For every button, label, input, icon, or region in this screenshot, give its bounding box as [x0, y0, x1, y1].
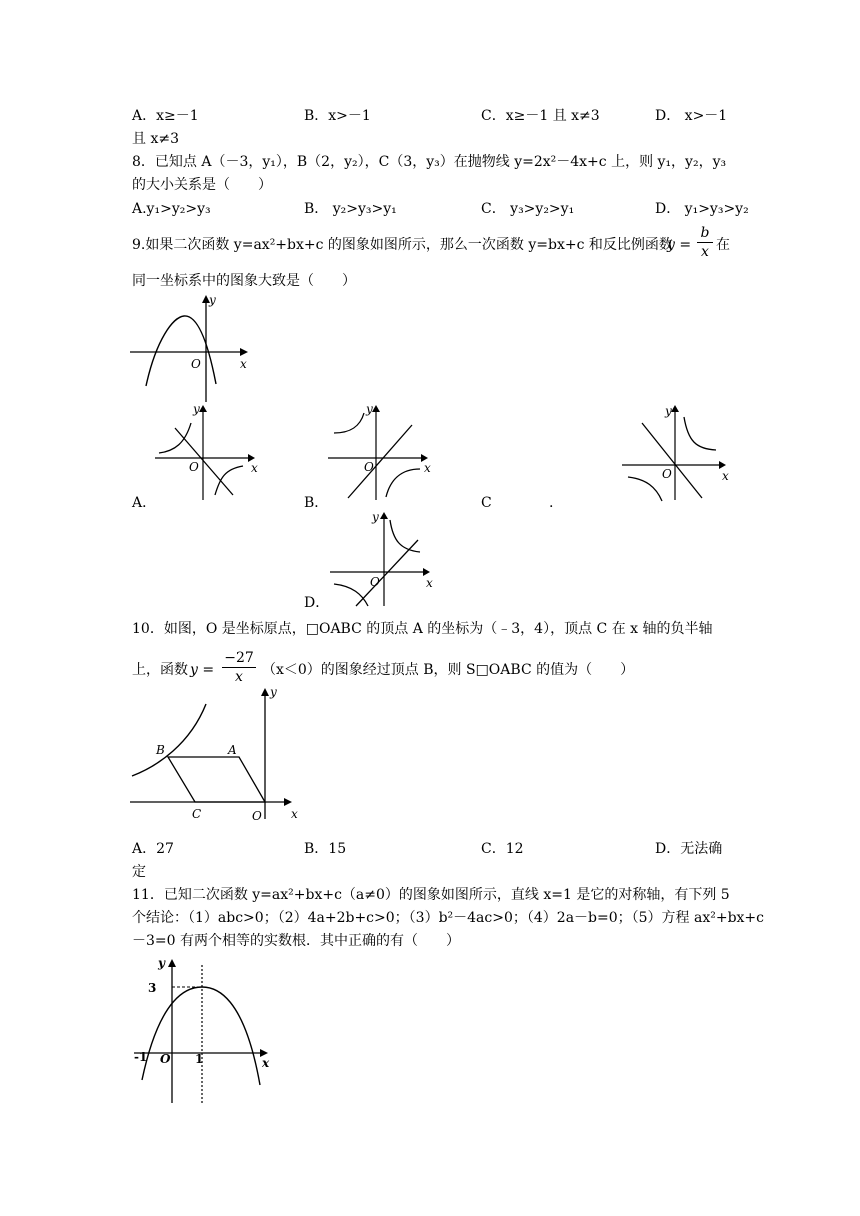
q9-fraction [697, 224, 713, 261]
q10-xlabel: x [291, 807, 298, 821]
q9-b-xlabel: x [424, 461, 431, 475]
q8-option-c[interactable]: C． y₃>y₂>y₁ [481, 201, 575, 217]
q11-label-three: 3 [148, 981, 157, 995]
q9-stem-line1: 9.如果二次函数 y=ax²+bx+c 的图象如图所示，那么一次函数 y=bx+c 和反比例函数 [132, 237, 673, 253]
q7-option-b[interactable]: B．x>－1 [304, 108, 371, 124]
q9-d-ylabel: y [372, 510, 379, 524]
q10-option-a[interactable]: A．27 [132, 841, 174, 857]
q9-c-xlabel: x [722, 469, 729, 483]
q8-option-d[interactable]: D． y₁>y₃>y₂ [655, 201, 749, 217]
q10-stem-line2-pre: 上，函数 [132, 662, 188, 678]
q10-ylabel: y [270, 685, 277, 699]
q10-fraction [222, 649, 256, 686]
q9-d-origin: O [370, 575, 380, 589]
q10-frac-den: x [235, 669, 243, 685]
q10-option-c[interactable]: C．12 [481, 841, 524, 857]
q9-option-b-graph[interactable] [328, 403, 438, 503]
q9-a-origin: O [189, 460, 199, 474]
q9-c-ylabel: y [665, 404, 672, 418]
q9-frac-num: b [700, 225, 710, 241]
q7-option-d-cont: 且 x≠3 [132, 131, 179, 147]
q9-stem-line1-end: 在 [716, 237, 730, 253]
q10-frac-lhs: y = [190, 662, 215, 678]
q9-option-c-label[interactable]: C [481, 495, 492, 511]
q11-stem-line1: 11．已知二次函数 y=ax²+bx+c（a≠0）的图象如图所示，直线 x=1 是它的对称轴，有下列 5 [132, 887, 730, 903]
q11-label-neg-one: -1 [134, 1050, 148, 1064]
q11-parabola-graph [132, 955, 277, 1105]
q11-label-one: 1 [195, 1052, 204, 1066]
q9-frac-lhs: y = [667, 237, 692, 253]
q11-stem-line3: －3=0 有两个相等的实数根．其中正确的有（ ） [132, 933, 460, 949]
q10-label-b: B [156, 743, 165, 757]
q9-main-origin: O [191, 357, 201, 371]
q8-option-a[interactable]: A.y₁>y₂>y₃ [132, 201, 211, 217]
q10-stem-line1: 10．如图，O 是坐标原点，□OABC 的顶点 A 的坐标为（﹣3，4），顶点 C 在 x 轴的负半轴 [132, 621, 713, 637]
q9-main-xlabel: x [240, 357, 247, 371]
q10-option-b[interactable]: B．15 [304, 841, 347, 857]
q10-option-d[interactable]: D．无法确 [655, 841, 723, 857]
q11-stem-line2: 个结论：（1）abc>0；（2）4a+2b+c>0；（3）b²－4ac>0；（4）2a－b=0；（5）方程 ax²+bx+c [132, 910, 765, 926]
q9-option-a-label[interactable]: A． [132, 495, 157, 511]
q9-main-ylabel: y [209, 293, 216, 307]
q9-c-origin: O [662, 467, 672, 481]
q10-frac-num: −27 [224, 650, 254, 666]
q7-option-c[interactable]: C．x≥－1 且 x≠3 [481, 108, 600, 124]
q10-stem-line2-post: （x＜0）的图象经过顶点 B，则 S□OABC 的值为（ ） [262, 662, 635, 678]
q11-origin: O [160, 1052, 171, 1066]
q10-label-c: C [192, 807, 202, 821]
q9-a-xlabel: x [251, 461, 258, 475]
q9-b-origin: O [364, 460, 374, 474]
q8-stem-line1: 8．已知点 A（－3，y₁），B（2，y₂），C（3，y₃）在抛物线 y=2x²－4x+c 上，则 y₁，y₂，y₃ [132, 154, 727, 170]
q9-d-xlabel: x [426, 576, 433, 590]
q8-option-b[interactable]: B． y₂>y₃>y₁ [304, 201, 397, 217]
q7-option-a[interactable]: A．x≥－1 [132, 108, 199, 124]
q11-xlabel: x [262, 1056, 270, 1070]
q9-option-a-graph[interactable] [155, 403, 265, 503]
q10-parallelogram-graph [128, 684, 308, 824]
q9-option-c-graph[interactable] [622, 403, 737, 503]
q10-option-d-cont: 定 [132, 864, 146, 880]
q9-option-c-dot: . [549, 495, 554, 511]
q9-option-d-graph[interactable] [330, 510, 440, 608]
q10-label-o: O [252, 809, 262, 823]
q9-a-ylabel: y [193, 402, 200, 416]
q9-option-b-label[interactable]: B． [304, 495, 329, 511]
q9-stem-line2: 同一坐标系中的图象大致是（ ） [132, 273, 356, 289]
q9-option-d-label[interactable]: D． [304, 595, 330, 611]
q7-option-d[interactable]: D． x>－1 [655, 108, 728, 124]
q11-ylabel: y [158, 956, 165, 970]
q9-b-ylabel: y [366, 402, 373, 416]
q9-parabola-graph [128, 290, 258, 405]
q9-frac-den: x [701, 244, 709, 260]
q10-label-a: A [228, 743, 237, 757]
q8-stem-line2: 的大小关系是（ ） [132, 177, 272, 193]
